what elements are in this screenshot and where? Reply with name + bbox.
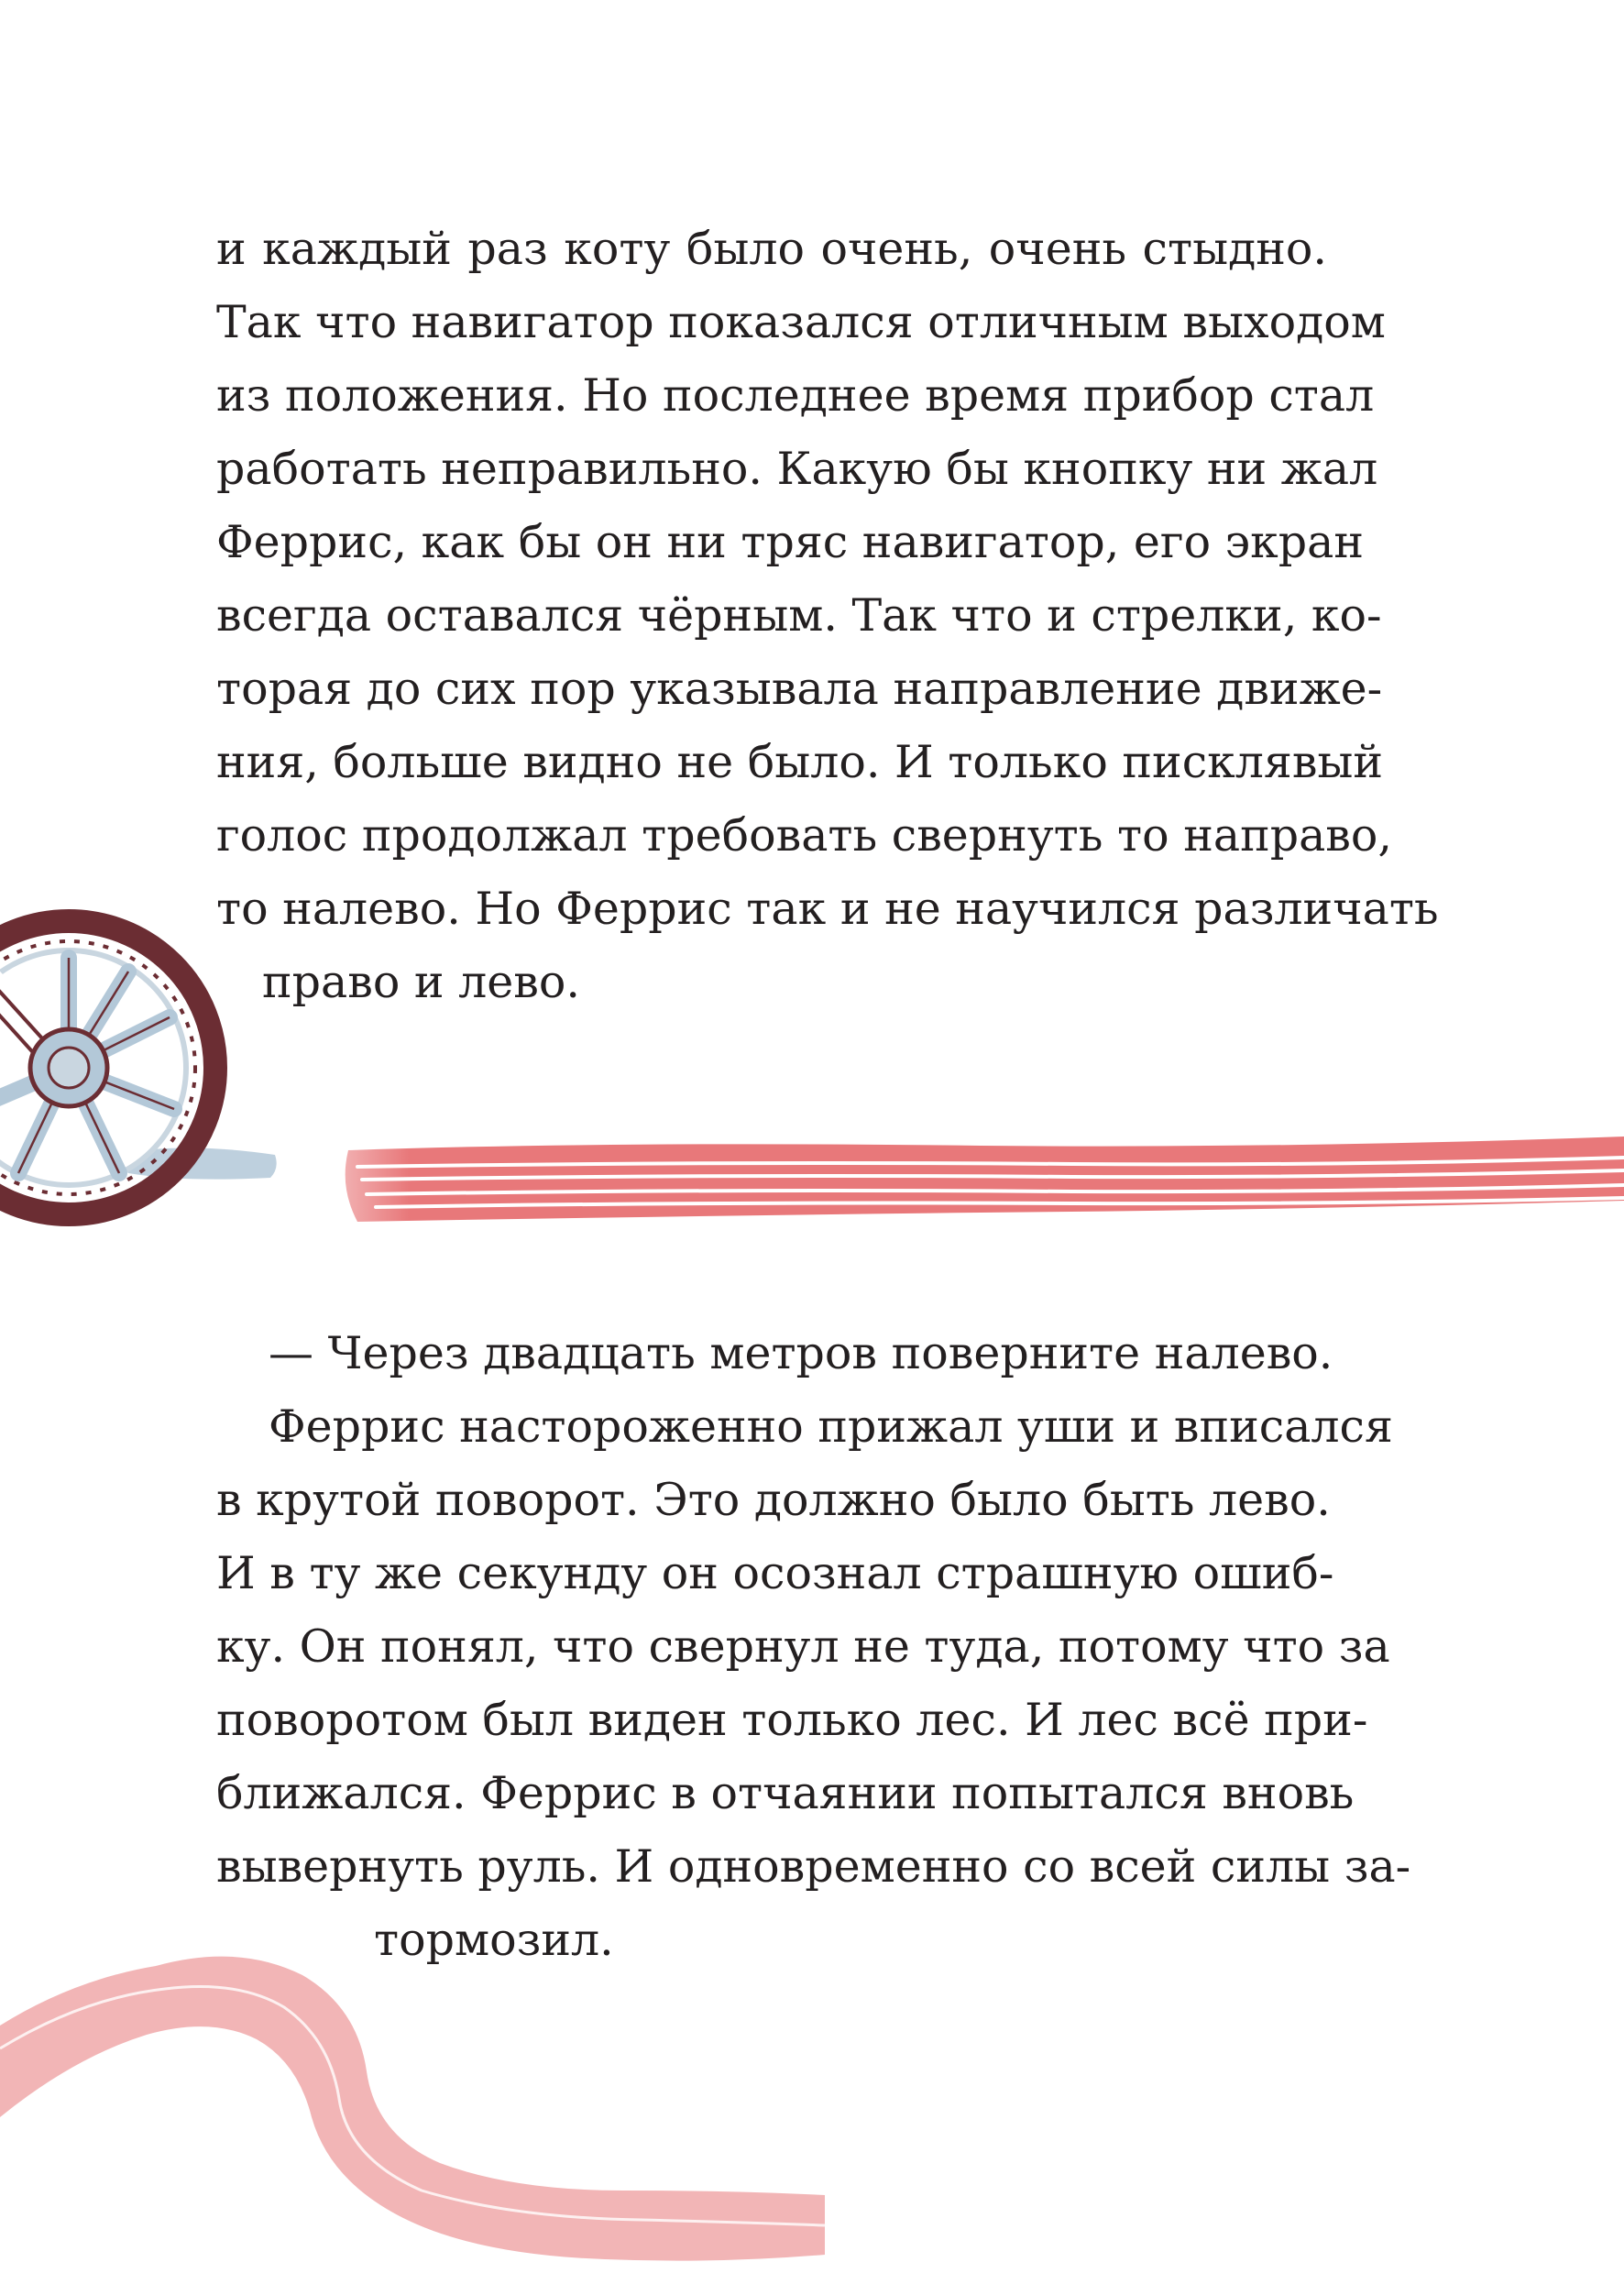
text-line: вывернуть руль. И одновременно со всей силы за- — [216, 1840, 1411, 1893]
text-line: право и лево. — [262, 956, 580, 1008]
text-line: в крутой поворот. Это должно было быть лево. — [216, 1474, 1331, 1526]
text-line: из положения. Но последнее время прибор стал — [216, 369, 1375, 422]
text-line: Феррис настороженно прижал уши и вписался — [269, 1400, 1393, 1453]
pink-brush-stroke — [339, 1114, 1624, 1251]
text-line: и каждый раз коту было очень, очень стыдно. — [216, 223, 1327, 275]
text-line: торая до сих пор указывала направление движе- — [216, 663, 1383, 715]
text-line: Феррис, как бы он ни тряс навигатор, его экран — [216, 516, 1364, 568]
text-line: всегда оставался чёрным. Так что и стрелки, ко- — [216, 589, 1382, 642]
text-line: работать неправильно. Какую бы кнопку ни жал — [216, 443, 1378, 495]
text-line: ния, больше видно не было. И только писклявый — [216, 736, 1384, 788]
text-line: то налево. Но Феррис так и не научился различать — [216, 883, 1439, 935]
dialogue-line: — Через двадцать метров поверните налево. — [269, 1327, 1333, 1379]
text-line: Так что навигатор показался отличным выходом — [216, 296, 1386, 348]
text-line: ку. Он понял, что свернул не туда, потому что за — [216, 1620, 1390, 1673]
text-line: поворотом был виден только лес. И лес всё при- — [216, 1694, 1368, 1746]
text-line: тормозил. — [374, 1914, 614, 1966]
text-line: ближался. Феррис в отчаянии попытался вновь — [216, 1767, 1355, 1819]
text-line: И в ту же секунду он осознал страшную ошиб- — [216, 1547, 1334, 1599]
text-line: голос продолжал требовать свернуть то направо, — [216, 809, 1392, 862]
